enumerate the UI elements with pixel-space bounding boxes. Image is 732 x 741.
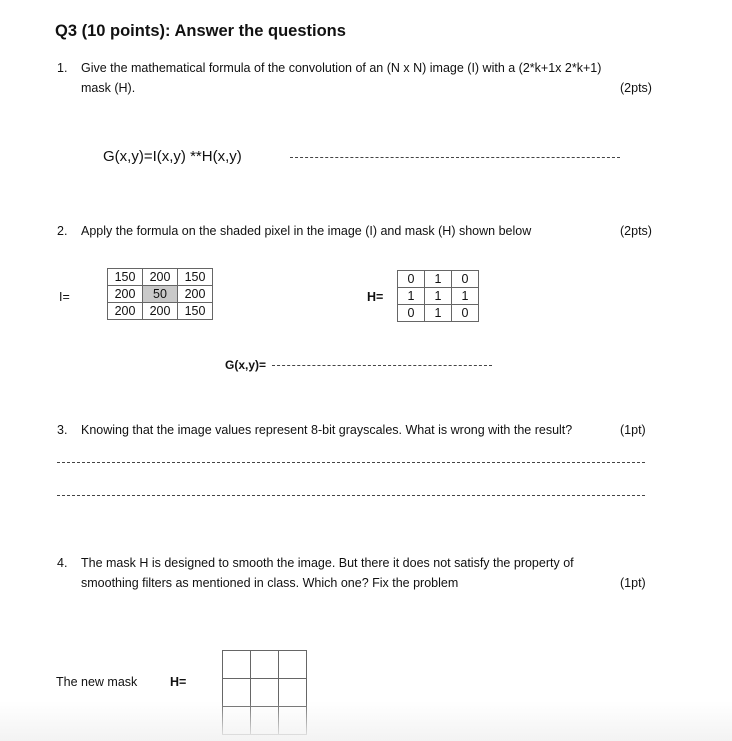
new-mask-cell[interactable] [251,679,279,707]
q2-number: 2. [57,224,68,238]
q3-points: (1pt) [620,423,646,437]
q1-formula: G(x,y)=I(x,y) **H(x,y) [103,148,242,165]
q1-text-line1: Give the mathematical formula of the convolution of an (N x N) image (I) with a (2*k+1x 2*k+1) [81,61,602,75]
q1-points: (2pts) [620,81,652,95]
image-cell: 200 [178,286,213,303]
q4-points: (1pt) [620,576,646,590]
q2-text: Apply the formula on the shaded pixel in the image (I) and mask (H) shown below [81,224,532,238]
shaded-pixel: 50 [143,286,178,303]
page-bottom-fade [0,701,732,741]
q3-answer-line-1[interactable] [57,462,645,463]
result-label: G(x,y)= [225,358,267,372]
mask-cell: 0 [452,305,479,322]
image-label: I= [59,290,70,304]
mask-cell: 1 [452,288,479,305]
new-mask-cell[interactable] [223,651,251,679]
q1-number: 1. [57,61,68,75]
q4-text-line1: The mask H is designed to smooth the image. But there it does not satisfy the property of [81,556,574,570]
new-mask-cell[interactable] [223,707,251,735]
image-cell: 150 [178,303,213,320]
image-matrix [107,268,213,320]
q2-points: (2pts) [620,224,652,238]
q2-answer-line[interactable] [272,365,492,366]
new-mask-h-label: H= [170,675,187,689]
image-cell: 200 [108,286,143,303]
q4-text-line2: smoothing filters as mentioned in class. Which one? Fix the problem [81,576,459,590]
mask-cell: 0 [398,305,425,322]
new-mask-label: The new mask [56,675,138,689]
q3-number: 3. [57,423,68,437]
q1-text-line2: mask (H). [81,81,136,95]
mask-cell: 1 [425,288,452,305]
image-cell: 200 [108,303,143,320]
new-mask-cell[interactable] [279,707,307,735]
new-mask-grid[interactable] [222,650,307,735]
new-mask-cell[interactable] [223,679,251,707]
new-mask-cell[interactable] [279,651,307,679]
q1-answer-line[interactable] [290,157,620,158]
mask-label: H= [367,290,384,304]
new-mask-cell[interactable] [279,679,307,707]
mask-cell: 0 [398,271,425,288]
new-mask-cell[interactable] [251,707,279,735]
image-cell: 150 [178,269,213,286]
new-mask-cell[interactable] [251,651,279,679]
mask-cell: 1 [425,271,452,288]
q4-number: 4. [57,556,68,570]
image-cell: 200 [143,303,178,320]
mask-cell: 1 [425,305,452,322]
mask-matrix [397,270,479,322]
image-cell: 150 [108,269,143,286]
mask-cell: 1 [398,288,425,305]
q3-answer-line-2[interactable] [57,495,645,496]
question-title: Q3 (10 points): Answer the questions [55,22,346,40]
q3-text: Knowing that the image values represent 8-bit grayscales. What is wrong with the result? [81,423,573,437]
image-cell: 200 [143,269,178,286]
mask-cell: 0 [452,271,479,288]
